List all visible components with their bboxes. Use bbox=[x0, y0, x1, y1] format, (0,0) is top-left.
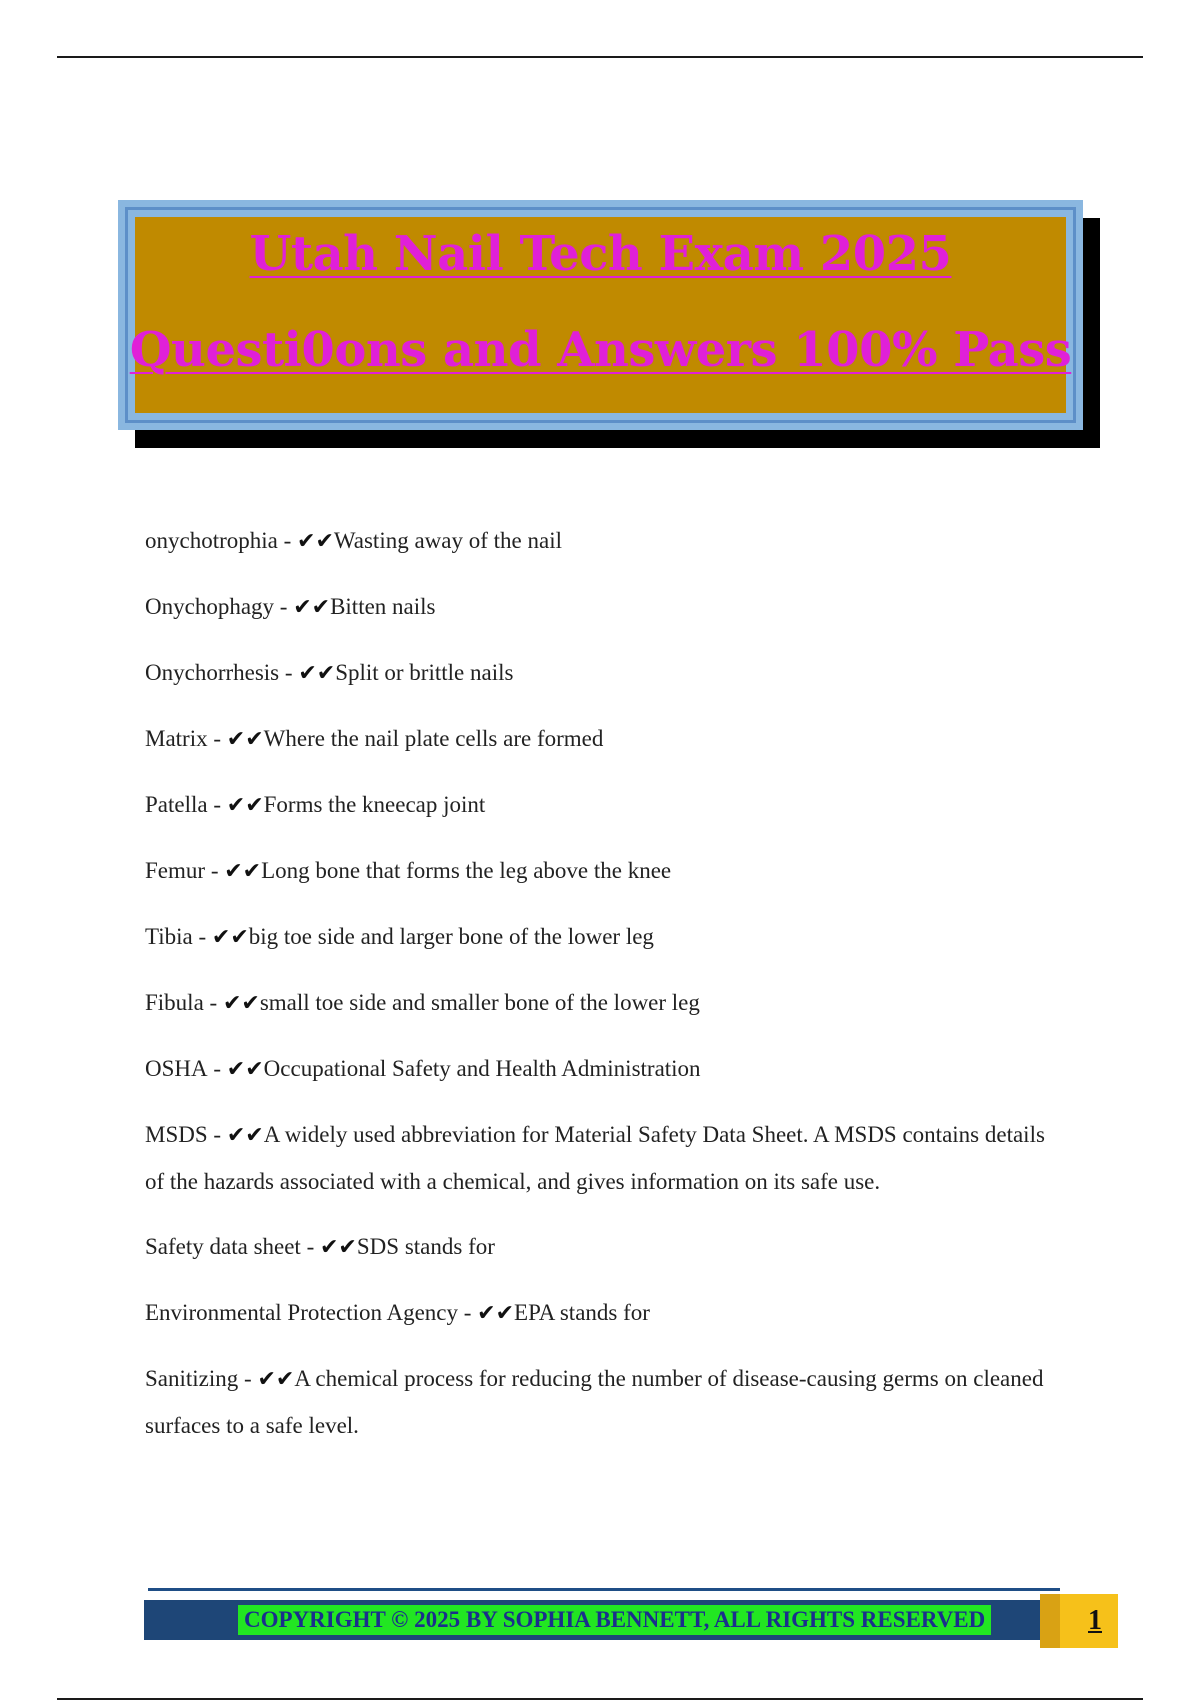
footer-rule bbox=[148, 1588, 1060, 1591]
qa-item bbox=[145, 716, 1065, 763]
qa-separator: - bbox=[205, 858, 225, 883]
double-check-icon: ✔✔ bbox=[226, 793, 264, 818]
qa-separator: - bbox=[300, 1234, 320, 1259]
qa-item bbox=[145, 584, 1065, 631]
qa-separator: - bbox=[274, 594, 294, 619]
qa-separator: - bbox=[207, 726, 227, 751]
qa-term: MSDS bbox=[145, 1122, 208, 1147]
qa-item bbox=[145, 1356, 1065, 1449]
double-check-icon: ✔✔ bbox=[298, 661, 336, 686]
qa-separator: - bbox=[277, 528, 298, 553]
qa-item bbox=[145, 848, 1065, 895]
qa-definition: A chemical process for reducing the number of disease-causing germs on cleaned surfaces to a safe level. bbox=[145, 1366, 1044, 1438]
qa-separator: - bbox=[207, 1056, 227, 1081]
qa-definition: Wasting away of the nail bbox=[333, 528, 562, 553]
top-rule bbox=[57, 56, 1143, 58]
qa-item bbox=[145, 782, 1065, 829]
qa-term: Onychophagy bbox=[145, 594, 275, 619]
qa-definition: small toe side and smaller bone of the lower leg bbox=[259, 990, 700, 1015]
double-check-icon: ✔✔ bbox=[320, 1235, 357, 1260]
qa-separator: - bbox=[207, 1122, 227, 1147]
title-banner bbox=[118, 200, 1083, 430]
qa-term: Environmental Protection Agency bbox=[145, 1300, 458, 1325]
double-check-icon: ✔✔ bbox=[226, 727, 264, 752]
qa-term: Femur bbox=[145, 858, 206, 883]
double-check-icon: ✔✔ bbox=[257, 1367, 295, 1392]
qa-term: Tibia bbox=[145, 924, 193, 949]
qa-item bbox=[145, 1224, 1065, 1271]
qa-definition: Bitten nails bbox=[330, 594, 436, 619]
qa-term: Fibula bbox=[145, 990, 204, 1015]
qa-item bbox=[145, 518, 1065, 565]
qa-item bbox=[145, 1112, 1065, 1205]
qa-term: Patella bbox=[145, 792, 208, 817]
qa-list bbox=[145, 518, 1065, 1468]
qa-definition: Occupational Safety and Health Administration bbox=[263, 1056, 701, 1081]
qa-term: OSHA bbox=[145, 1056, 208, 1081]
copyright-notice: COPYRIGHT © 2025 BY SOPHIA BENNETT, ALL RIGHTS RESERVED bbox=[238, 1605, 991, 1635]
qa-item bbox=[145, 914, 1065, 961]
qa-separator: - bbox=[203, 990, 223, 1015]
qa-term: Sanitizing bbox=[145, 1366, 239, 1391]
qa-separator: - bbox=[192, 924, 212, 949]
qa-item bbox=[145, 650, 1065, 697]
page-number: 1 bbox=[1088, 1605, 1102, 1636]
double-check-icon: ✔✔ bbox=[222, 991, 260, 1016]
double-check-icon: ✔✔ bbox=[211, 925, 249, 950]
document-title-line1: Utah Nail Tech Exam 2025 bbox=[249, 226, 952, 282]
qa-definition: A widely used abbreviation for Material Safety Data Sheet. A MSDS contains details of the hazards associated with a chemical, and gives information on its safe use. bbox=[145, 1122, 1045, 1194]
qa-item bbox=[145, 980, 1065, 1027]
qa-separator: - bbox=[238, 1366, 258, 1391]
qa-separator: - bbox=[207, 792, 227, 817]
double-check-icon: ✔✔ bbox=[293, 595, 331, 620]
qa-term: Matrix bbox=[145, 726, 208, 751]
qa-definition: EPA stands for bbox=[514, 1300, 650, 1325]
qa-term: Safety data sheet bbox=[145, 1234, 301, 1259]
double-check-icon: ✔✔ bbox=[226, 1057, 264, 1082]
qa-separator: - bbox=[279, 660, 299, 685]
qa-definition: Split or brittle nails bbox=[335, 660, 514, 685]
qa-term: onychotrophia bbox=[145, 528, 278, 553]
qa-definition: big toe side and larger bone of the lower leg bbox=[248, 924, 654, 949]
qa-item bbox=[145, 1046, 1065, 1093]
document-title-line2: Questi0ons and Answers 100% Pass bbox=[129, 322, 1072, 378]
qa-definition: Forms the kneecap joint bbox=[263, 792, 486, 817]
double-check-icon: ✔✔ bbox=[224, 859, 262, 884]
double-check-icon: ✔✔ bbox=[226, 1123, 264, 1148]
qa-definition: Long bone that forms the leg above the knee bbox=[261, 858, 672, 883]
qa-definition: Where the nail plate cells are formed bbox=[263, 726, 604, 751]
double-check-icon: ✔✔ bbox=[477, 1301, 515, 1326]
qa-term: Onychorrhesis bbox=[145, 660, 280, 685]
double-check-icon: ✔✔ bbox=[297, 529, 334, 554]
qa-separator: - bbox=[457, 1300, 478, 1325]
qa-item bbox=[145, 1290, 1065, 1337]
qa-definition: SDS stands for bbox=[356, 1234, 495, 1259]
